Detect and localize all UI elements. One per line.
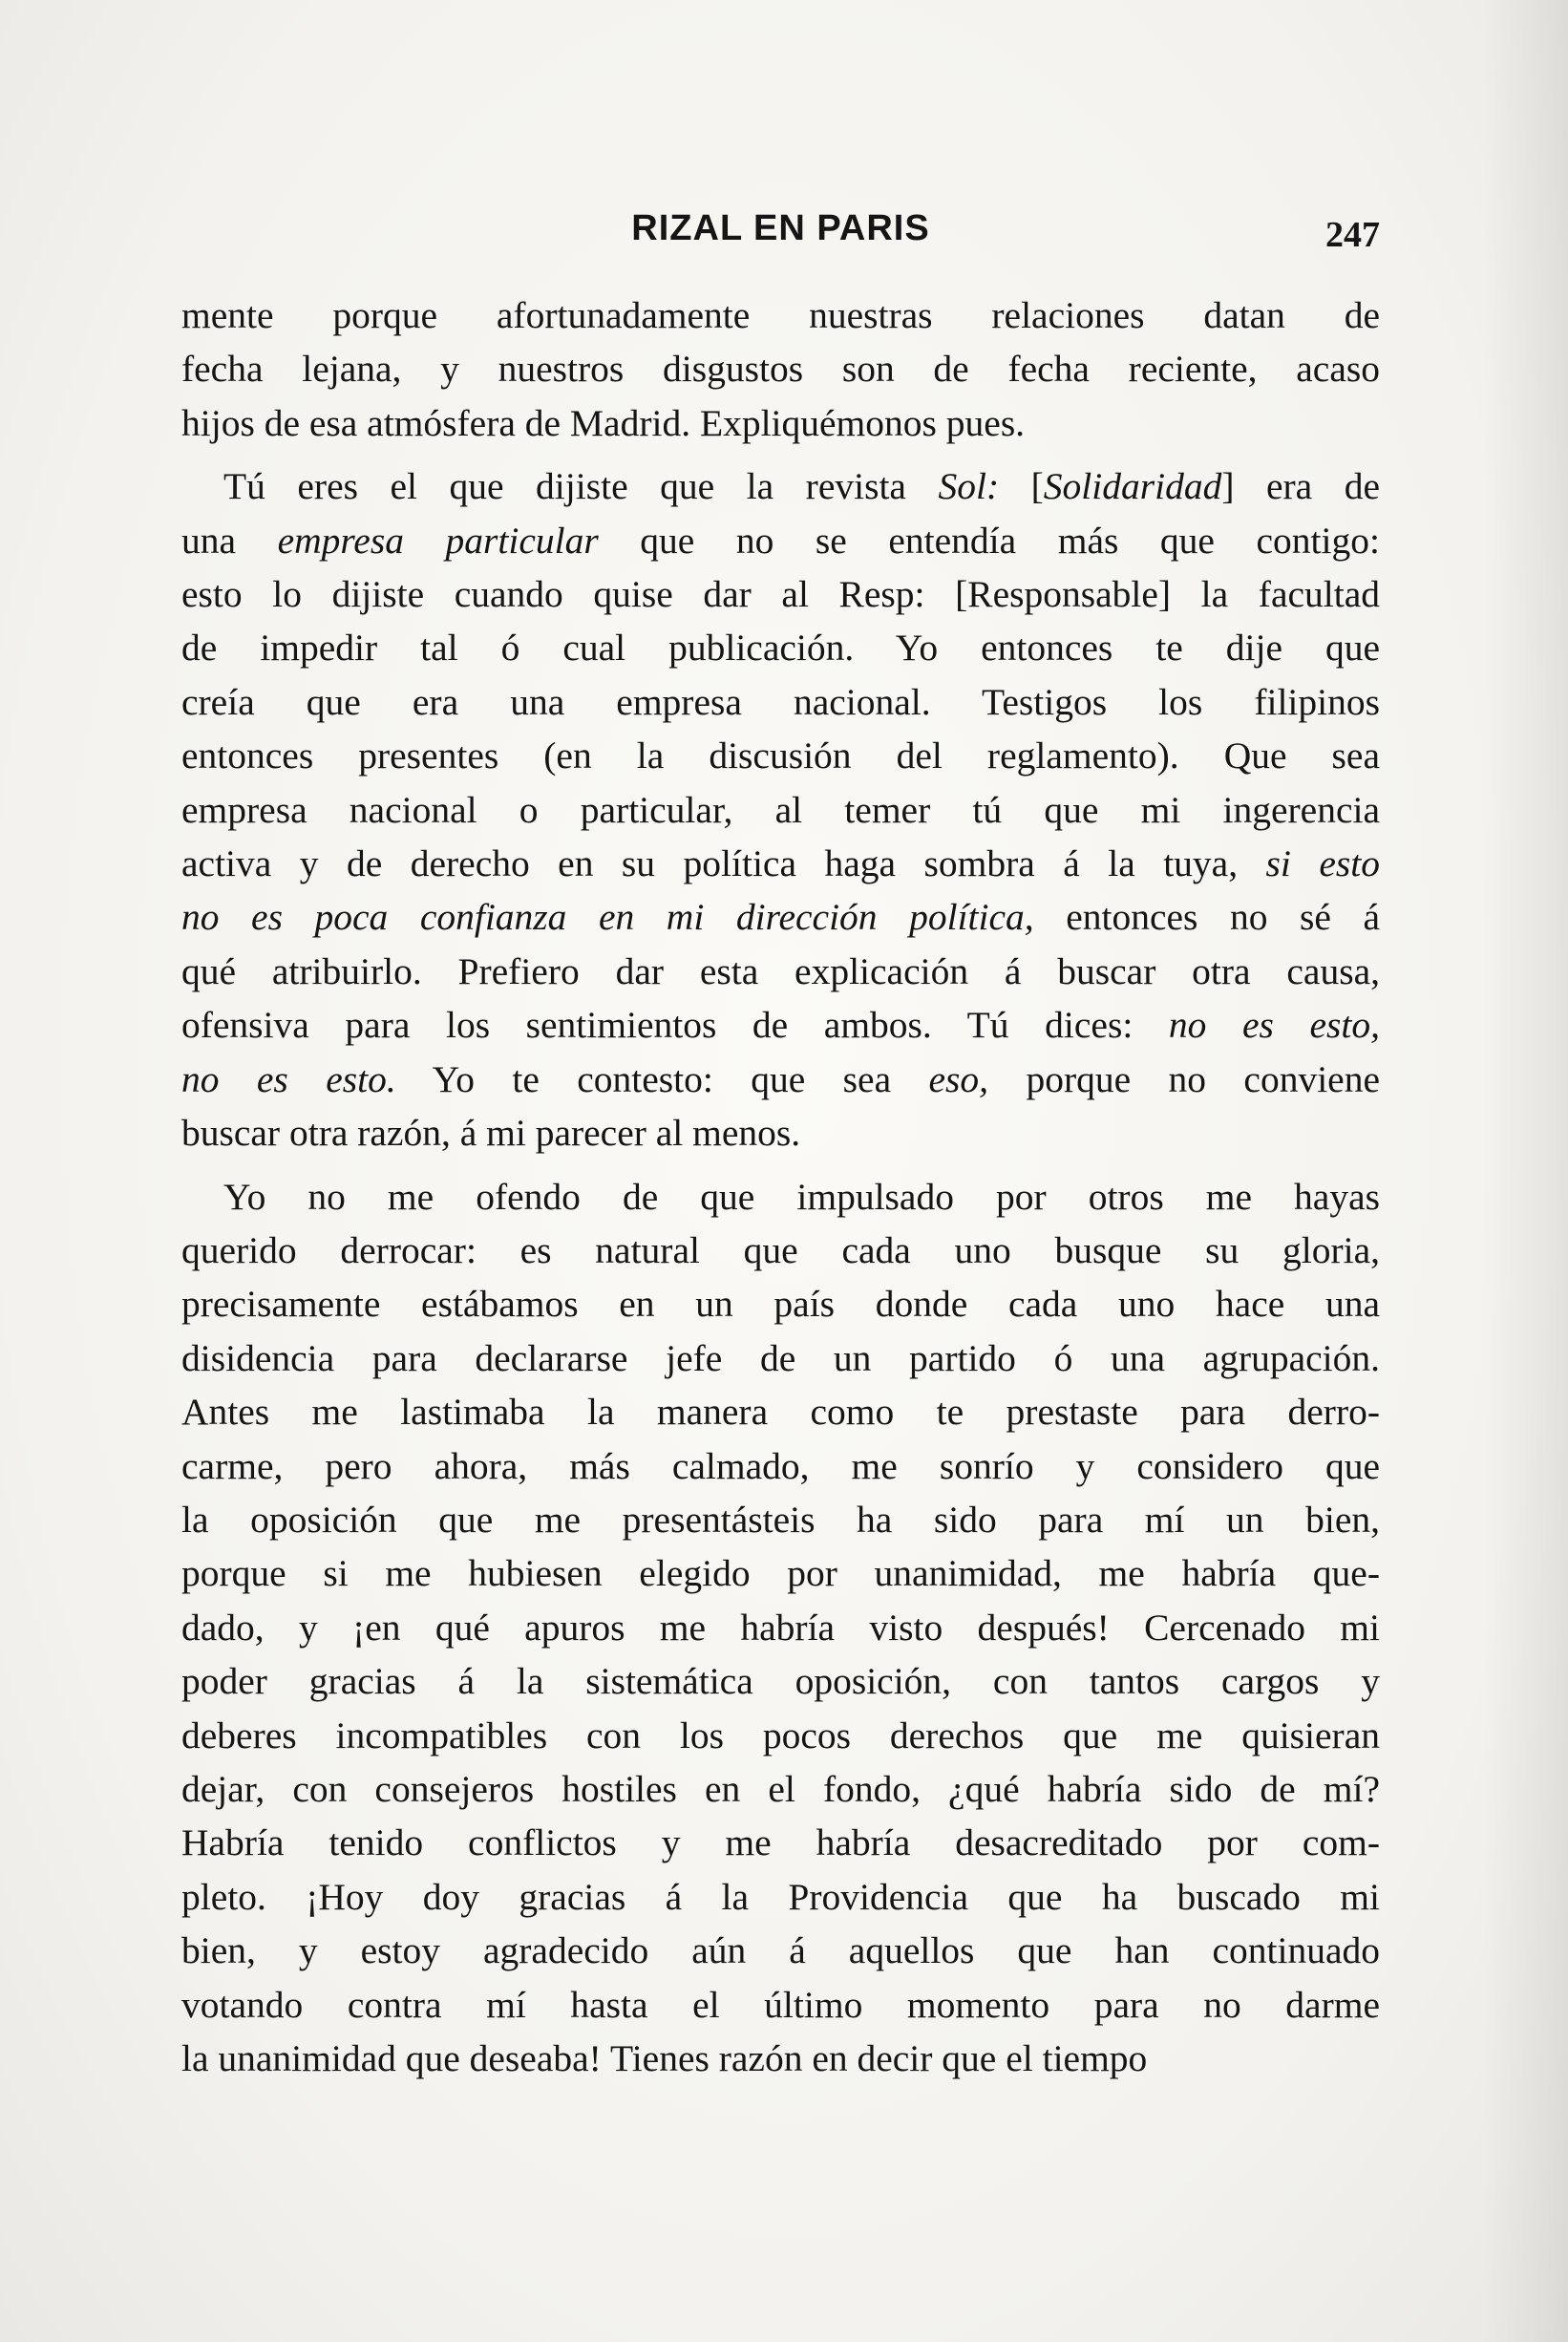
italic-text: no es esto. xyxy=(181,1057,396,1100)
text-run: entonces no sé á xyxy=(1033,896,1380,939)
text-line xyxy=(181,621,1380,674)
text-run: dejar, con consejeros hostiles en el fondo, ¿qué habría sido de mí? xyxy=(181,1767,1380,1810)
text-run: entonces presentes (en la discusión del reglamento). Que sea xyxy=(181,735,1380,777)
text-line xyxy=(181,514,1380,567)
text-run: poder gracias á la sistemática oposición, con tantos cargos y xyxy=(181,1660,1380,1703)
text-line xyxy=(181,342,1380,395)
text-line xyxy=(181,396,1380,450)
text-line xyxy=(181,998,1380,1052)
text-line xyxy=(181,2032,1380,2085)
running-title: RIZAL EN PARIS xyxy=(631,208,930,248)
text-line xyxy=(181,567,1380,621)
text-line xyxy=(181,1762,1380,1816)
italic-text: no es poca confianza en mi dirección política, xyxy=(181,896,1034,939)
text-run: Antes me lastimaba la manera como te prestaste para derro- xyxy=(181,1391,1380,1434)
text-line xyxy=(181,1385,1380,1438)
text-line xyxy=(181,1170,1380,1224)
text-line xyxy=(181,1331,1380,1385)
text-run: Yo te contesto: que sea xyxy=(395,1057,929,1100)
text-run: Tú eres el que dijiste que la revista xyxy=(223,465,939,508)
italic-text: no es esto, xyxy=(1168,1004,1380,1047)
text-run: ofensiva para los sentimientos de ambos. Tú dices: xyxy=(181,1004,1169,1047)
text-line xyxy=(181,1601,1380,1654)
text-run: porque no conviene xyxy=(988,1057,1380,1100)
text-run: disidencia para declararse jefe de un partido ó una agrupación. xyxy=(181,1336,1380,1379)
text-run: de impedir tal ó cual publicación. Yo entonces te dije que xyxy=(181,627,1380,670)
text-run: Yo no me ofendo de que impulsado por otros me hayas xyxy=(223,1175,1380,1218)
italic-text: Solidaridad xyxy=(1043,465,1222,508)
text-line xyxy=(181,1924,1380,1977)
text-run: dado, y ¡en qué apuros me habría visto después! Cercenado mi xyxy=(181,1606,1380,1649)
text-run: mente porque afortunadamente nuestras relaciones datan de xyxy=(181,294,1380,336)
text-line xyxy=(181,837,1380,890)
text-run: esto lo dijiste cuando quise dar al Resp: [Responsable] la facultad xyxy=(181,573,1380,616)
italic-text: si esto xyxy=(1265,842,1380,885)
paragraph xyxy=(181,459,1380,1160)
text-run: fecha lejana, y nuestros disgustos son de fecha reciente, acaso xyxy=(181,348,1380,391)
text-line xyxy=(181,1816,1380,1869)
paragraph xyxy=(181,288,1380,450)
text-line xyxy=(181,1493,1380,1546)
text-line xyxy=(181,1654,1380,1708)
text-run: la oposición que me presentásteis ha sido para mí un bien, xyxy=(181,1498,1380,1541)
text-line xyxy=(181,1106,1380,1160)
text-line xyxy=(181,783,1380,837)
text-run: activa y de derecho en su política haga sombra á la tuya, xyxy=(181,842,1266,885)
page-header xyxy=(181,208,1380,256)
text-line xyxy=(181,675,1380,729)
text-run: Habría tenido conflictos y me habría desacreditado por com- xyxy=(181,1821,1380,1864)
text-run: votando contra mí hasta el último momento para no darme xyxy=(181,1983,1380,2026)
text-run: querido derrocar: es natural que cada uno busque su gloria, xyxy=(181,1228,1380,1271)
text-run: buscar otra razón, á mi parecer al menos. xyxy=(181,1112,801,1155)
text-line xyxy=(181,945,1380,998)
italic-text: eso, xyxy=(928,1057,989,1100)
text-run: una xyxy=(181,519,278,562)
text-line xyxy=(181,1277,1380,1331)
text-run: empresa nacional o particular, al temer tú que mi ingerencia xyxy=(181,788,1380,831)
text-line xyxy=(181,1978,1380,2032)
text-line xyxy=(181,288,1380,342)
text-run: que no se entendía más que contigo: xyxy=(598,519,1380,562)
page-number: 247 xyxy=(1325,215,1380,255)
text-line xyxy=(181,1439,1380,1493)
text-line xyxy=(181,459,1380,513)
text-run: pleto. ¡Hoy doy gracias á la Providencia que ha buscado mi xyxy=(181,1875,1380,1918)
text-line xyxy=(181,1224,1380,1277)
text-run: precisamente estábamos en un país donde cada uno hace una xyxy=(181,1283,1380,1326)
text-run: carme, pero ahora, más calmado, me sonrío y considero que xyxy=(181,1444,1380,1487)
text-run: la unanimidad que deseaba! Tienes razón en decir que el tiempo xyxy=(181,2037,1148,2079)
text-line xyxy=(181,1053,1380,1106)
text-run: [ xyxy=(999,465,1044,508)
text-line xyxy=(181,890,1380,944)
text-run: ] era de xyxy=(1221,465,1381,508)
text-run: qué atribuirlo. Prefiero dar esta explicación á buscar otra causa, xyxy=(181,949,1380,992)
italic-text: Sol: xyxy=(938,465,1000,508)
paragraph xyxy=(181,1170,1380,2086)
text-run: creía que era una empresa nacional. Testigos los filipinos xyxy=(181,680,1380,723)
text-line xyxy=(181,1546,1380,1600)
body-text xyxy=(181,288,1380,2085)
text-run: porque si me hubiesen elegido por unanimidad, me habría que- xyxy=(181,1552,1380,1595)
text-run: bien, y estoy agradecido aún á aquellos que han continuado xyxy=(181,1929,1380,1972)
text-line xyxy=(181,1709,1380,1762)
page-edge-shadow xyxy=(1482,0,1568,2342)
text-line xyxy=(181,1870,1380,1924)
text-run: deberes incompatibles con los pocos derechos que me quisieran xyxy=(181,1714,1380,1756)
text-line xyxy=(181,729,1380,782)
italic-text: empresa particular xyxy=(277,519,599,562)
text-run: hijos de esa atmósfera de Madrid. Expliquémonos pues. xyxy=(181,401,1026,444)
